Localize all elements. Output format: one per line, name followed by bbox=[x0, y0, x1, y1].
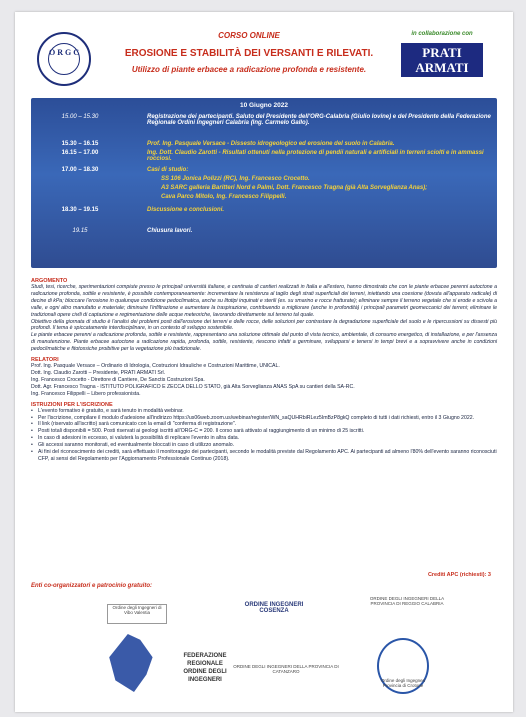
time: 17.00 – 18.30 bbox=[61, 167, 99, 173]
sponsor-name: ORDINE DEGLI INGEGNERI DELLA PROVINCIA DI CATANZARO bbox=[233, 664, 339, 674]
sponsor-name: ORDINE DEGLI INGEGNERI DELLA PROVINCIA DI REGGIO CALABRIA bbox=[369, 596, 445, 606]
istruzioni-heading: ISTRUZIONI PER L'ISCRIZIONE bbox=[31, 401, 113, 408]
argomento-p1: Studi, tesi, ricerche, sperimentazioni compiute presso le principali università italiane, e centinaia di cantieri realizzati in Italia e all'estero, hanno dimostrato che con le piante erbacee perenni autoctone a radicazione profonda, sottile e resistente, è possibile contemporaneamente: incrementare la resistenza al taglio degli strati superficiali dei terreni, iniettando una coesione (dovuta all'apparato radicale) di decine di kPa; bloccare l'erosione in qualunque condizione pedoclimatica, anche su litotipi inquinati e sterili (es. su smarino e rocce fratturate); eliminare sempre il terreno vegetale che si erode e scivola a valle, e ogni altro manufatto e materiale; diminuire l'infiltrazione e aumentare la traspirazione, contribuendo a migliorare (anche in profondità) i principali parametri geomeccanici dei terreni; eliminare le tradizionali opere civili di captazione e regimentazione delle acque meteoriche, lavorando direttamente sul terreno tal quale. bbox=[31, 284, 497, 318]
page-title: EROSIONE E STABILITÀ DEI VERSANTI E RILEVATI. bbox=[124, 48, 374, 59]
istruzione-item: • Posti totali disponibili = 500. Posti riservati ai geologi iscritti all'ORG-C = 200. Il corso sarà attivato al raggiungimento di un minimo di 25 iscritti. bbox=[31, 428, 497, 435]
time: 16.15 – 17.00 bbox=[61, 150, 99, 156]
partner-line2: ARMATI bbox=[415, 60, 469, 75]
relatore: Ing. Francesco Filippelli – Libero professionista. bbox=[31, 390, 141, 397]
sponsor-logo-cosenza bbox=[235, 602, 313, 626]
collaboration bbox=[387, 28, 497, 77]
istruzione-item: • In caso di adesioni in eccesso, si valuterà la possibilità di replicare l'evento in altra data. bbox=[31, 435, 497, 442]
istruzione-item: • Ai fini del riconoscimento dei crediti, sarà effettuato il monitoraggio dei partecipanti, secondo le modalità previste dal Regolamento APC. Ai partecipanti ad almeno l'80% dell'evento saranno riconosciuti CFP, ai sensi del Regolamento per l'Aggiornamento Professionale Continuo (2018). bbox=[31, 449, 497, 463]
orgc-logo-letters: O R G C bbox=[48, 43, 80, 75]
activity: Ing. Dott. Claudio Zarotti - Risultati ottenuti nella protezione di pendii naturali e artificiali in terreni sciolti e in ammassi rocciosi. bbox=[147, 150, 484, 162]
sponsor-name: Ordine degli Ingegneri Provincia di Crotone bbox=[380, 678, 426, 688]
calabria-map-logo bbox=[103, 634, 165, 692]
argomento-heading: ARGOMENTO bbox=[31, 278, 68, 284]
sponsor-logo-vibo bbox=[107, 604, 167, 624]
collab-label: in collaborazione con bbox=[411, 31, 473, 37]
relatore: Dott. Agr. Francesco Tragna - ISTITUTO POLIGRAFICO E ZECCA DELLO STATO, già Alta Sorveglianza ANAS SpA su cantieri della SA-RC. bbox=[31, 383, 355, 390]
time: 19.15 bbox=[72, 228, 88, 234]
header bbox=[31, 28, 497, 90]
istruzione-item: • L'evento formativo è gratuito, e sarà tenuto in modalità webinar. bbox=[31, 408, 497, 415]
time: 18.30 – 19.15 bbox=[61, 207, 99, 213]
schedule-panel bbox=[31, 98, 497, 268]
relatore: Dott. Ing. Claudio Zarotti – Presidente, PRATI ARMATI Srl. bbox=[31, 369, 166, 376]
activity: Discussione e conclusioni. bbox=[147, 207, 225, 213]
orgc-logo bbox=[37, 32, 91, 86]
page-subtitle: Utilizzo di piante erbacee a radicazione profonda e resistente. bbox=[131, 65, 367, 74]
sponsor-name: FEDERAZIONE REGIONALE ORDINE DEGLI INGEGNERI bbox=[183, 653, 227, 683]
credits-label: Crediti APC (richiesti): 3 bbox=[427, 572, 491, 578]
sponsor-logo-crotone bbox=[377, 638, 429, 694]
sponsors-heading: Enti co-organizzatori e patrocinio gratuito: bbox=[31, 583, 153, 589]
sponsor-federazione bbox=[177, 652, 233, 684]
sponsor-name: ORDINE INGEGNERI COSENZA bbox=[244, 602, 304, 614]
flyer-page bbox=[15, 12, 513, 712]
sponsor-logo-catanzaro bbox=[231, 664, 341, 682]
activity: Cava Parco Mitolo, Ing. Francesco Filippelli. bbox=[161, 194, 287, 200]
istruzione-item: • Gli accessi saranno monitorati, ed eventualmente bloccati in caso di utilizzo anomalo. bbox=[31, 442, 497, 449]
sponsor-logo-reggio bbox=[367, 596, 447, 626]
header-center bbox=[109, 28, 389, 74]
course-label: CORSO ONLINE bbox=[218, 31, 280, 40]
activity: A3 SARC galleria Baritteri Nord e Palmi, Dott. Francesco Tragna (già Alta Sorveglianza Anas); bbox=[161, 185, 428, 191]
activity: Prof. Ing. Pasquale Versace - Dissesto idrogeologico ed erosione del suolo in Calabria. bbox=[147, 141, 395, 147]
event-date: 10 Giugno 2022 bbox=[239, 102, 289, 109]
time: 15.30 – 16.15 bbox=[61, 141, 99, 147]
argomento-p3: Le piante erbacee perenni a radicazione profonda, sottile e resistente, rappresentano una soluzione ottimale dal punto di vista tecnico, ambientale, di consumo energetico, di installazione, e per l'assenza di manutenzione. Piante erbacee autoctone a radicazione rapida, profonda, sottile, resistente, riescono infatti a germinare, svilupparsi e tenersi in tempi brevi e a sopravvivere anche in condizioni pedoclimatiche e fitotossiche proibitive per la vegetazione più tradizionale. bbox=[31, 332, 497, 353]
activity: SS 106 Jonica Polizzi (RC), Ing. Francesco Crocetto. bbox=[161, 176, 310, 182]
activity: Registrazione dei partecipanti. Saluto del Presidente dell'ORG-Calabria (Giulio Iovine) e del Presidente della Federazione Regionale Ordini Ingegneri Calabria (Ing. Carmelo Gallo). bbox=[147, 114, 491, 126]
relatori-heading: RELATORI bbox=[31, 357, 59, 364]
partner-line1: PRATI bbox=[422, 45, 462, 60]
body-text bbox=[31, 274, 497, 578]
sponsor-name: Ordine degli Ingegneri di Vibo Valentia bbox=[112, 605, 162, 615]
istruzione-item: • Il link (riservato all'iscritto) sarà comunicato con la email di "conferma di registrazione". bbox=[31, 421, 497, 428]
relatore: Prof. Ing. Pasquale Versace – Ordinario di Idrologia, Costruzioni Idrauliche e Costruzioni Marittime, UNICAL. bbox=[31, 363, 280, 370]
time: 15.00 – 15.30 bbox=[61, 114, 99, 120]
activity: Casi di studio: bbox=[147, 167, 189, 173]
prati-armati-logo bbox=[401, 43, 483, 77]
relatore: Ing. Francesco Crocetto - Direttore di Cantiere, De Sanctis Costruzioni Spa. bbox=[31, 376, 205, 383]
registration-link[interactable]: • Per l'iscrizione, compilare il modulo d'adesione all'indirizzo https://us06web.zoom.us/webinar/register/WN_saQUHRbiRLez5ImBzP8gkQ completo di tutti i dati richiesti, entro il 3 Giugno 2022. bbox=[31, 415, 497, 422]
argomento-p2: Obiettivo della giornata di studio è l'analisi dei problemi posti dall'erosione dei terreni e delle rocce, delle soluzioni per contrastare la degradazione superficiale del suolo e le ripercussioni su dissesti più profondi. Il tema è spiccatamente interdisciplinare, in un contesto di sviluppo sostenibile. bbox=[31, 318, 497, 332]
activity: Chiusura lavori. bbox=[147, 228, 193, 234]
